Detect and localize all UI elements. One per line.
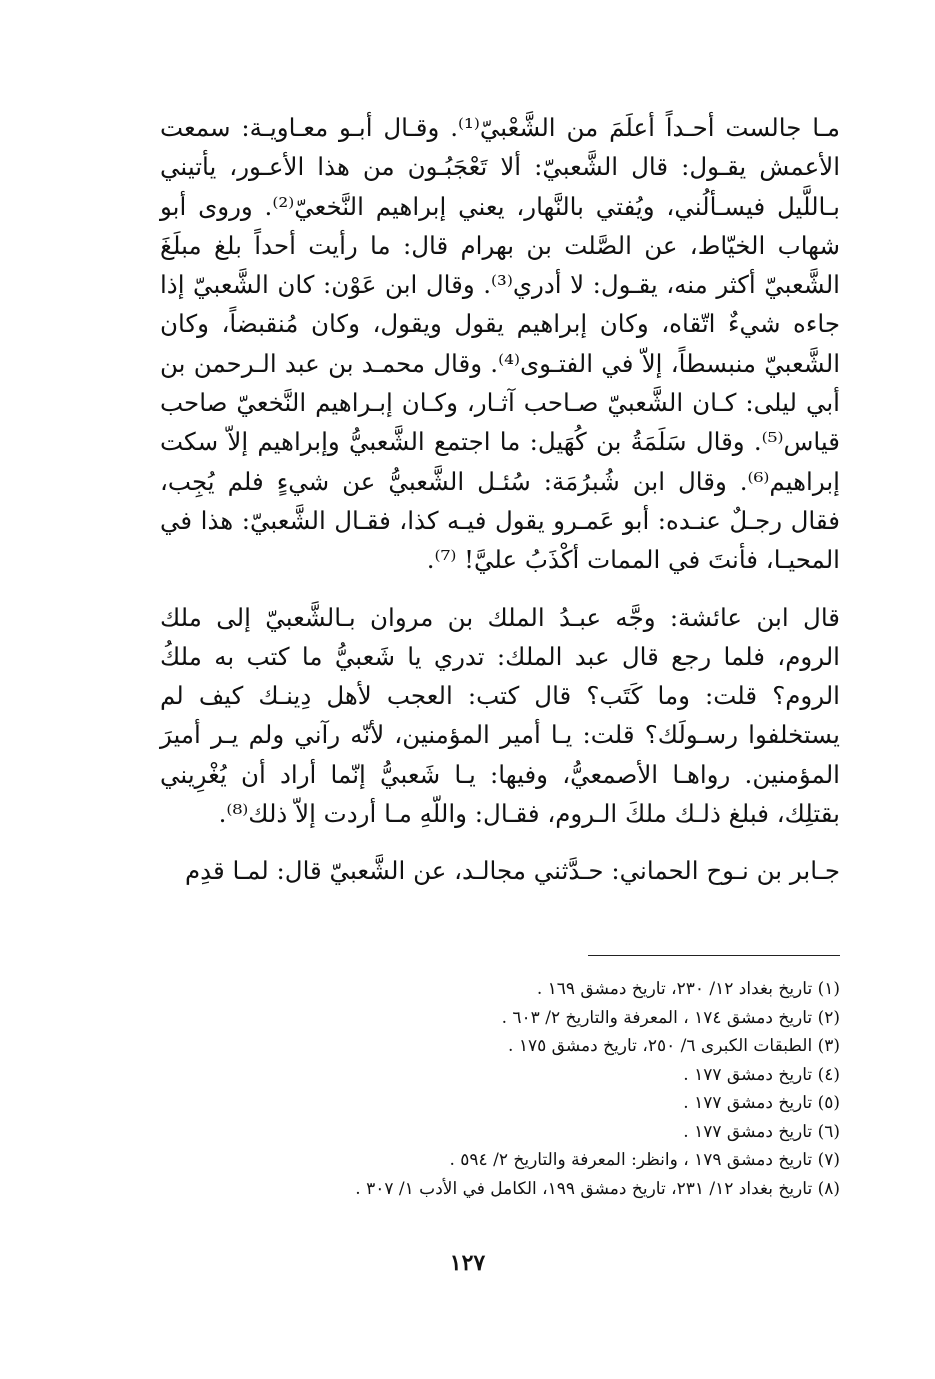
page-number: ١٢٧: [449, 1250, 486, 1276]
footnote-8: (٨) تاريخ بغداد ١٢/ ٢٣١، تاريخ دمشق ١٩٩، الكامل في الأدب ١/ ٣٠٧ .: [355, 1178, 840, 1199]
paragraph-1: مـا جالست أحـداً أعلَمَ من الشَّعْبيّ⁽¹⁾. وقـال أبـو معـاويـة: سمعت الأعمش يقـول: قال الشَّعبيّ: ألا تَعْجَبُـون من هذا الأعـور، يأتيني بـاللَّيل فيسـألُني، ويُفتي بالنَّهار، يعني إبراهيم النَّخعيّ⁽²⁾. وروى أبو شهاب الخيّاط، عن الصَّلت بن بهرام قال: ما رأيت أحداً بلغ مبلَغَ الشَّعبيّ أكثر منه، يقـول: لا أدري⁽³⁾. وقال ابن عَوْن: كان الشَّعبيّ إذا جاءه شيءٌ اتّقاه، وكان إبراهيم يقول ويقول، وكان مُنقبضاً، وكان الشَّعبيّ منبسطاً، إلاّ في الفتـوى⁽⁴⁾. وقال محمـد بن عبد الـرحمن بن أبي ليلى: كـان الشَّعبيّ صـاحب آثـار، وكـان إبـراهيم النَّخعيّ صاحب قياس⁽⁵⁾. وقال سَلَمَةُ بن كُهَيل: ما اجتمع الشَّعبيُّ وإبراهيم إلاّ سكت إبراهيم⁽⁶⁾. وقال ابن شُبرُمَة: سُئـل الشَّعبيُّ عن شيءٍ فلم يُجِب، فقال رجـلٌ عنـده: أبو عَمـرو يقول فيـه كذا، فقـال الشَّعبيّ: هذا في المحيـا، فأنتَ في الممات أكْذَبُ عليَّ! ⁽⁷⁾.: [160, 113, 841, 575]
main-text: [160, 108, 840, 891]
footnote-5: (٥) تاريخ دمشق ١٧٧ .: [683, 1093, 840, 1113]
footnotes: [240, 975, 840, 1203]
paragraph-2: قال ابن عائشة: وجَّه عبـدُ الملك بن مروان بـالشَّعبيّ إلى ملك الروم، فلما رجع قال عبد الملك: تدري يا شَعبيُّ ما كتب به ملكُ الروم؟ قلت: وما كَتَب؟ قال كتب: العجب لأهل دِينـك كيف لم يستخلفوا رسـولَك؟ قلت: يـا أمير المؤمنين، لأنّه رآني ولم يـر أميرَ المؤمنين. رواهـا الأصمعيُّ، وفيها: يـا شَعبيُّ إنّما أراد أن يُغْرِيني بقتلِك، فبلغ ذلـك ملكَ الـروم، فقـال: واللّهِ مـا أردت إلاّ ذلك⁽⁸⁾.: [160, 602, 840, 829]
footnote-divider: [588, 955, 840, 956]
footnote-1: (١) تاريخ بغداد ١٢/ ٢٣٠، تاريخ دمشق ١٦٩ .: [536, 979, 840, 999]
footnote-6: (٦) تاريخ دمشق ١٧٧ .: [683, 1121, 840, 1142]
paragraph-3: جـابر بن نـوح الحماني: حـدَّثني مجالـد، عن الشَّعبيّ قال: لمـا قدِم: [184, 856, 840, 886]
footnote-3: (٣) الطبقات الكبرى ٦/ ٢٥٠، تاريخ دمشق ١٧٥ .: [508, 1036, 840, 1056]
footnote-2: (٢) تاريخ دمشق ١٧٤ ، المعرفة والتاريخ ٢/ ٦٠٣ .: [501, 1007, 840, 1028]
footnote-7: (٧) تاريخ دمشق ١٧٩ ، وانظر: المعرفة والتاريخ ٢/ ٥٩٤ .: [449, 1150, 840, 1170]
footnote-4: (٤) تاريخ دمشق ١٧٧ .: [683, 1064, 840, 1085]
